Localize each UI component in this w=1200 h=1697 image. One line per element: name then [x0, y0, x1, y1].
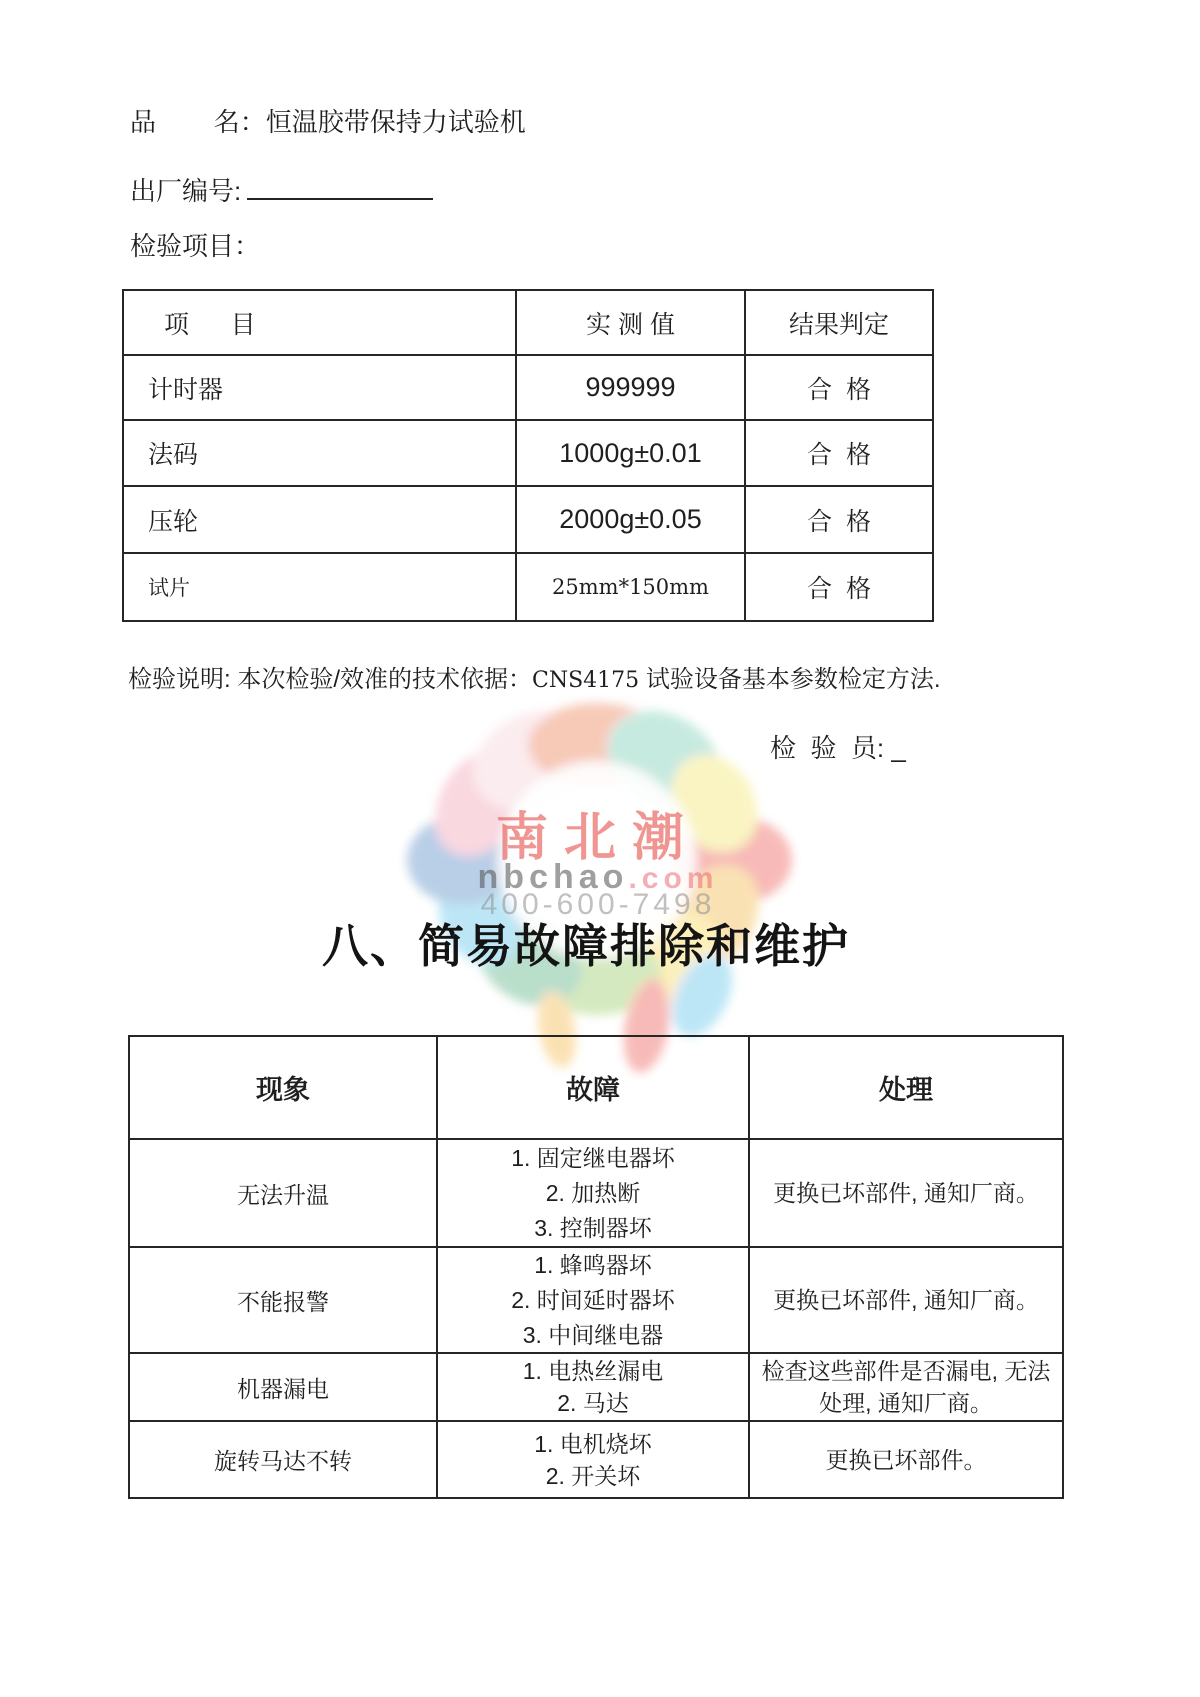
- troubleshooting-row-faults: [438, 1248, 750, 1354]
- inspection-row-result: 合 格: [746, 421, 932, 487]
- fault-item: 1. 固定继电器坏: [511, 1144, 675, 1171]
- inspection-row-result: 合 格: [746, 487, 932, 554]
- inspection-row-item: 压轮: [124, 487, 517, 554]
- inspection-note-prefix: 检验说明: 本次检验/效准的技术依据：: [128, 666, 533, 693]
- inspection-row-item: 试片: [124, 554, 517, 620]
- inspection-row-measured: 25mm*150mm: [517, 554, 746, 620]
- inspector-line: 检 验 员: _: [770, 733, 906, 763]
- troubleshooting-row-faults: [438, 1140, 750, 1248]
- troubleshooting-row-action: 检查这些部件是否漏电, 无法处理, 通知厂商。: [761, 1358, 1051, 1416]
- troubleshooting-row-faults: [438, 1422, 750, 1497]
- troubleshooting-row-action: 更换已坏部件, 通知厂商。: [773, 1180, 1039, 1206]
- fault-item: 2. 加热断: [545, 1179, 641, 1206]
- inspection-note: [128, 664, 941, 697]
- serial-number-blank: [247, 174, 433, 200]
- watermark-brand-text: 南北潮: [495, 809, 700, 867]
- inspection-row-item: 法码: [124, 421, 517, 487]
- troubleshooting-header-fault: 故障: [438, 1037, 750, 1140]
- fault-item: 1. 电热丝漏电: [522, 1358, 664, 1384]
- fault-item: 1. 电机烧坏: [534, 1430, 652, 1457]
- inspection-table-header-result: 结果判定: [746, 291, 932, 356]
- section-heading: 八、简易故障排除和维护: [322, 920, 850, 972]
- inspection-table-header-item: 项 目: [124, 291, 517, 356]
- inspection-note-standard-code: CNS4175: [532, 668, 640, 693]
- watermark-phone-text: 400-600-7498: [480, 888, 716, 921]
- inspection-table-header-measured: 实 测 值: [517, 291, 746, 356]
- inspection-items-label: 检验项目：: [130, 231, 261, 261]
- troubleshooting-row-action: 更换已坏部件, 通知厂商。: [773, 1287, 1039, 1313]
- troubleshooting-row-symptom: 无法升温: [130, 1140, 438, 1248]
- watermark-domain-name: nbchao: [477, 858, 629, 896]
- fault-item: 2. 开关坏: [545, 1462, 641, 1489]
- inspection-row-measured: 1000g±0.01: [517, 421, 746, 487]
- fault-item: 3. 中间继电器: [522, 1321, 664, 1348]
- watermark-domain-suffix: .com: [628, 862, 719, 895]
- inspection-row-result: 合 格: [807, 575, 871, 603]
- inspection-row-item: 计时器: [124, 356, 517, 421]
- troubleshooting-table: [128, 1035, 1064, 1499]
- inspection-row-result: 合 格: [746, 356, 932, 421]
- troubleshooting-header-action: 处理: [750, 1037, 1062, 1140]
- troubleshooting-row-action: 更换已坏部件。: [825, 1446, 987, 1473]
- serial-number-line: [130, 174, 433, 207]
- fault-item: 1. 蜂鸣器坏: [534, 1251, 652, 1278]
- inspection-row-measured: 2000g±0.05: [517, 487, 746, 554]
- inspection-table: [122, 289, 934, 622]
- troubleshooting-row-faults: [438, 1354, 750, 1422]
- fault-item: 3. 控制器坏: [534, 1214, 652, 1241]
- inspection-row-measured: 999999: [517, 356, 746, 421]
- inspection-note-suffix: 试验设备基本参数检定方法.: [639, 666, 941, 693]
- troubleshooting-row-symptom: 不能报警: [130, 1248, 438, 1354]
- fault-item: 2. 马达: [557, 1390, 629, 1416]
- watermark-domain-text: [398, 858, 798, 896]
- troubleshooting-row-symptom: 机器漏电: [130, 1354, 438, 1422]
- fault-item: 2. 时间延时器坏: [511, 1286, 675, 1313]
- serial-number-label: 出厂编号:: [130, 176, 242, 206]
- troubleshooting-row-symptom: 旋转马达不转: [130, 1422, 438, 1497]
- troubleshooting-header-symptom: 现象: [130, 1037, 438, 1140]
- product-name-line: 品 名：恒温胶带保持力试验机: [130, 107, 526, 137]
